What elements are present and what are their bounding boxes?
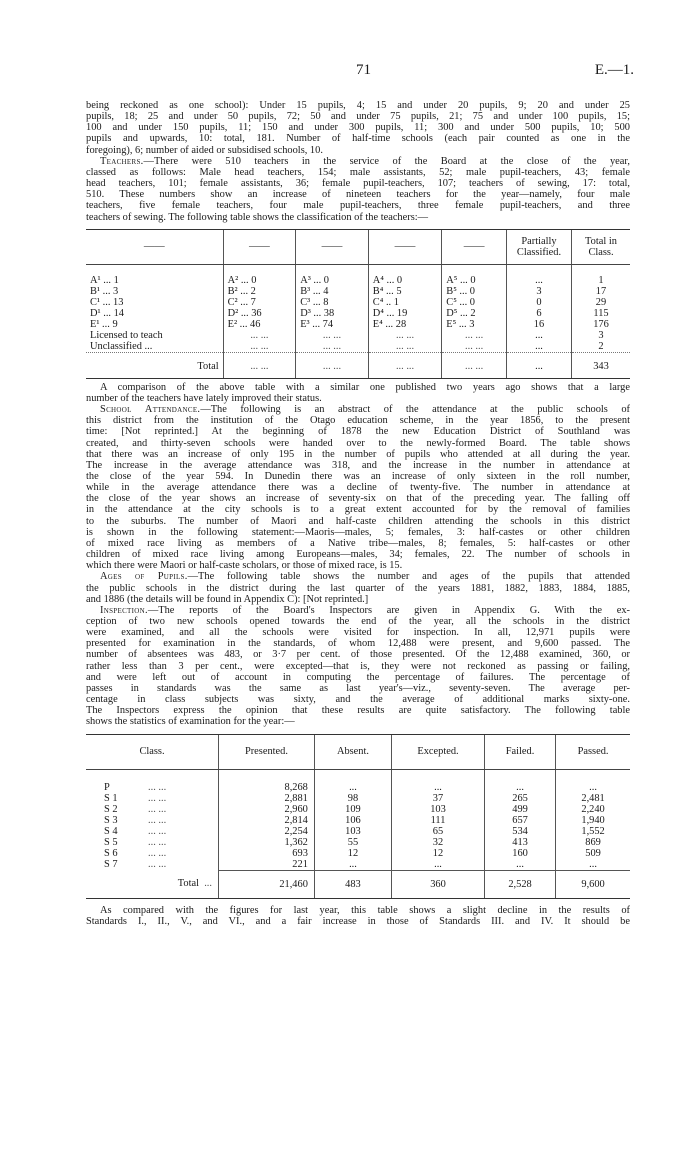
ellipsis: ... ...	[442, 352, 507, 378]
paragraph-ages-of-pupils	[86, 571, 630, 604]
table-cell: D¹ ... 14	[90, 307, 124, 319]
table-row-licensed	[86, 330, 630, 341]
table-row	[86, 837, 630, 848]
table-cell: A² ... 0	[223, 275, 296, 286]
table-cell: ...	[507, 352, 572, 378]
section-heading-school-attendance: School Attendance.	[100, 404, 201, 416]
table-cell: E³ ... 74	[296, 319, 369, 330]
table-cell: 3	[507, 286, 572, 297]
class-label: S 4	[104, 825, 118, 837]
column-header-passed: Passed.	[556, 735, 630, 770]
text-line: pupils and upwards, 10: total, 181. Number of half-time schools (each pair counted as one in the	[86, 133, 630, 145]
ellipsis: ... ...	[223, 352, 296, 378]
text-run: —The following table shows the number and ages of the pupils that attended	[187, 571, 630, 583]
text-line: teachers, five female teachers, four male pupil-teachers, three female pupil-teachers, and three	[86, 200, 630, 212]
text-line: rather less than 3 per cent., were excepted—that is, they were not reckoned as passing or failing,	[86, 660, 630, 672]
table-cell: 1,552	[556, 826, 630, 837]
table-cell: ...	[507, 330, 572, 341]
table-cell: A⁴ ... 0	[368, 275, 441, 286]
column-header-absent: Absent.	[314, 735, 391, 770]
table-cell: 111	[392, 815, 485, 826]
table-cell: 176	[572, 319, 631, 330]
table-row	[86, 815, 630, 826]
table-cell: 106	[314, 815, 391, 826]
table-cell: 115	[572, 308, 631, 319]
text-line: the close of the year 594. In Dunedin there was an increase of only sixteen in the roll number,	[86, 470, 630, 482]
text-line: the public schools in the district during the last quarter of the years 1881, 1882, 1883, 1884, 1885,	[86, 582, 630, 594]
table-cell: ...	[484, 782, 555, 793]
table-row	[86, 275, 630, 286]
table-cell: E⁴ ... 28	[368, 319, 441, 330]
ellipsis: ... ...	[223, 341, 296, 353]
paragraph-schools	[86, 100, 630, 156]
table-row	[86, 319, 630, 330]
table-cell: E¹ ... 9	[90, 318, 118, 330]
total-label-cell	[86, 870, 219, 898]
table-cell: ...	[392, 859, 485, 871]
ellipsis: ... ...	[223, 330, 296, 341]
table-cell: 37	[392, 793, 485, 804]
total-passed: 9,600	[556, 870, 630, 898]
text-line	[86, 605, 630, 616]
table-cell: 221	[219, 859, 315, 871]
total-failed: 2,528	[484, 870, 555, 898]
text-line: the close of the year shows an increase of seventy-six on that of the preceding year. The falling off	[86, 493, 630, 505]
table-cell: 413	[484, 837, 555, 848]
class-label: S 3	[104, 814, 118, 826]
table-cell: C⁵ ... 0	[442, 297, 507, 308]
table-cell: 103	[314, 826, 391, 837]
text-line: that there was an increase of only 195 in the number of pupils who attended at all during the year.	[86, 448, 630, 460]
table-cell: E⁵ ... 3	[442, 319, 507, 330]
table-cell: 12	[392, 848, 485, 859]
ellipsis: ... ...	[368, 330, 441, 341]
table-cell: E² ... 46	[223, 319, 296, 330]
table-row	[86, 286, 630, 297]
table-row	[86, 308, 630, 319]
table-row	[86, 804, 630, 815]
table-cell: 98	[314, 793, 391, 804]
text-line: shows the statistics of examination for the year:—	[86, 716, 295, 728]
ellipsis: ... ...	[148, 792, 167, 804]
table-cell: A³ ... 0	[296, 275, 369, 286]
table-cell: 1	[572, 275, 631, 286]
row-class	[86, 793, 219, 804]
table-cell: ...	[556, 782, 630, 793]
table-cell: 109	[314, 804, 391, 815]
text-line: number of the teachers have lately improved their status.	[86, 392, 322, 404]
text-line: Standards I., II., V., and VI., and a fair increase in those of Standards III. and IV. It should be	[86, 915, 630, 927]
table-row	[86, 859, 630, 871]
text-line: foregoing), 6; number of aided or subsidised schools, 10.	[86, 144, 323, 156]
column-header-partially-classified: Partially Classified.	[507, 230, 572, 265]
column-header: ——	[223, 230, 296, 265]
table-cell: 12	[314, 848, 391, 859]
table-cell: 3	[572, 330, 631, 341]
text-line: were examined, and all the schools were visited for inspection. In all, 12,971 pupils were	[86, 627, 630, 639]
table-cell: D⁵ ... 2	[442, 308, 507, 319]
table-cell: 32	[392, 837, 485, 848]
table-cell: 6	[507, 308, 572, 319]
paragraph-comparison	[86, 382, 630, 404]
table-cell: ...	[507, 341, 572, 353]
table-total-row	[86, 870, 630, 898]
column-header-failed: Failed.	[484, 735, 555, 770]
table-cell: 160	[484, 848, 555, 859]
table-cell: ...	[484, 859, 555, 871]
table-cell: A¹ ... 1	[90, 274, 119, 286]
row-class	[86, 848, 219, 859]
text-line: number of absentees was 483, or 3·7 per cent. of those presented. Of the 12,488 examined, 360, or	[86, 649, 630, 661]
text-line: 100 and under 150 pupils, 11; 150 and under 300 pupils, 11; 300 and under 500 pupils, 10; 500	[86, 122, 630, 134]
text-line: The increase in the average attendance was 318, and the increase in the number in attendance at	[86, 459, 630, 471]
table-cell: 55	[314, 837, 391, 848]
text-line: created, and thirty-seven schools were handed over to the newly-formed Board. The table shows	[86, 437, 630, 449]
column-header: ——	[86, 230, 223, 265]
table-row	[86, 297, 630, 308]
table-cell: C¹ ... 13	[90, 296, 124, 308]
table-cell: 16	[507, 319, 572, 330]
table-cell: 2,240	[556, 804, 630, 815]
paragraph-comparison-last-year	[86, 905, 630, 927]
table-row	[86, 826, 630, 837]
table-cell: ...	[314, 782, 391, 793]
class-label: S 7	[104, 858, 118, 870]
table-cell: ...	[392, 782, 485, 793]
document-page	[86, 0, 634, 927]
text-line: of mixed race living as members of a Native tribe—males, 8; females, 5: half-castes or other	[86, 537, 630, 549]
table-cell: 509	[556, 848, 630, 859]
table-cell: 2,814	[219, 815, 315, 826]
table-header-row	[86, 735, 630, 770]
ellipsis: ... ...	[296, 341, 369, 353]
text-line	[86, 404, 630, 415]
table-cell: C² ... 7	[223, 297, 296, 308]
class-label: S 1	[104, 792, 118, 804]
table-cell: D² ... 36	[223, 308, 296, 319]
page-number: 71	[356, 62, 371, 78]
table-cell: ...	[314, 859, 391, 871]
section-heading-teachers: Teachers.	[100, 155, 144, 167]
text-line: this district from the institution of the Otago education scheme, in the year 1856, to the present	[86, 415, 630, 427]
table-cell: 8,268	[219, 782, 315, 793]
table-cell: 65	[392, 826, 485, 837]
class-label: P	[104, 781, 110, 793]
total-absent: 483	[314, 870, 391, 898]
teachers-classification-table	[86, 230, 630, 378]
table-row	[86, 848, 630, 859]
ellipsis: ... ...	[442, 341, 507, 353]
table-cell: 869	[556, 837, 630, 848]
column-header-presented: Presented.	[219, 735, 315, 770]
class-label: S 5	[104, 836, 118, 848]
class-label: S 6	[104, 847, 118, 859]
table-cell: 2	[572, 341, 631, 353]
paragraph-school-attendance	[86, 404, 630, 571]
table-cell: B⁵ ... 0	[442, 286, 507, 297]
ellipsis: ... ...	[442, 330, 507, 341]
table-cell: 2,254	[219, 826, 315, 837]
table-cell: C³ ... 8	[296, 297, 369, 308]
column-header-total-in-class: Total in Class.	[572, 230, 631, 265]
table-cell: 1,940	[556, 815, 630, 826]
text-run: —There were 510 teachers in the service of the Board at the close of the year,	[143, 155, 630, 167]
table-cell: 265	[484, 793, 555, 804]
text-line: As compared with the figures for last year, this table shows a slight decline in the results of	[100, 904, 630, 916]
ellipsis: ... ...	[148, 803, 167, 815]
text-line: being reckoned as one school): Under 15 pupils, 4; 15 and under 20 pupils, 9; 20 and under 25	[86, 100, 630, 111]
ellipsis: ... ...	[148, 836, 167, 848]
text-line: head teachers, 101; female assistants, 36; female pupil-teachers, 107; teachers of sewing, 17: total,	[86, 178, 630, 190]
row-class	[86, 815, 219, 826]
column-header-excepted: Excepted.	[392, 735, 485, 770]
row-label: Unclassified ...	[90, 340, 153, 352]
ellipsis: ... ...	[148, 781, 167, 793]
text-line: A comparison of the above table with a similar one published two years ago shows that a large	[100, 381, 630, 393]
table-cell: ...	[507, 275, 572, 286]
table-row	[86, 793, 630, 804]
table-cell: ...	[556, 859, 630, 871]
table-cell: 2,881	[219, 793, 315, 804]
section-heading-ages-of-pupils: Ages of Pupils.	[100, 571, 188, 583]
text-line: and 1886 (the details will be found in Appendix C): [Not reprinted.]	[86, 593, 369, 605]
table-cell: 534	[484, 826, 555, 837]
table-bottom-rule	[86, 378, 630, 379]
paragraph-inspection	[86, 605, 630, 728]
text-line: teachers of sewing. The following table shows the classification of the teachers:—	[86, 211, 429, 223]
total-label: Total	[177, 878, 199, 890]
document-reference: E.—1.	[594, 62, 634, 78]
row-label: Licensed to teach	[90, 329, 163, 341]
text-line: The Inspectors express the opinion that these results are quite satisfactory. The following table	[86, 705, 630, 717]
text-line: in the attendance at the city schools is to a great extent accounted for by the removal of families	[86, 504, 630, 516]
row-class	[86, 826, 219, 837]
text-line: centage in class subjects was sixty, and the average of additional marks sixty-one.	[86, 694, 630, 706]
table-cell: B⁴ ... 5	[368, 286, 441, 297]
ellipsis: ... ...	[148, 847, 167, 859]
ellipsis: ... ...	[148, 825, 167, 837]
table-cell: D⁴ ... 19	[368, 308, 441, 319]
text-line: and were left out of account in computing the percentage of failures. The percentage of	[86, 671, 630, 683]
table-cell: 29	[572, 297, 631, 308]
text-run: —The following is an abstract of the attendance at the public schools of	[200, 404, 630, 416]
text-line: passes in standards was the same as last year's—viz., seventy-seven. The average per-	[86, 682, 630, 694]
text-line: presented for examination in the standards, of whom 12,488 were present, and 9,600 passed. The	[86, 638, 630, 650]
table-cell: 2,481	[556, 793, 630, 804]
table-cell: B² ... 2	[223, 286, 296, 297]
page-header	[86, 0, 634, 100]
row-class	[86, 859, 219, 871]
text-line: children of mixed race living among Europeans—males, 34; females, 22. The number of schools in	[86, 549, 630, 561]
row-class	[86, 804, 219, 815]
table-header-row	[86, 230, 630, 265]
paragraph-teachers	[86, 156, 630, 223]
table-cell: A⁵ ... 0	[442, 275, 507, 286]
table-cell: B³ ... 4	[296, 286, 369, 297]
section-heading-inspection: Inspection.	[100, 604, 148, 616]
table-bottom-rule	[86, 898, 630, 899]
column-header: ——	[442, 230, 507, 265]
table-row	[86, 782, 630, 793]
text-line: which there were Maori or half-caste scholars, or those of mixed race, is 15.	[86, 560, 403, 572]
ellipsis: ... ...	[296, 330, 369, 341]
ellipsis: ... ...	[148, 814, 167, 826]
text-line	[86, 571, 630, 582]
column-header-class: Class.	[86, 735, 219, 770]
examination-statistics-table	[86, 735, 630, 898]
text-line: time: [Not reprinted.] At the beginning of 1878 the new Education District of Southland was	[86, 426, 630, 438]
text-line: 510. These numbers show an increase of nineteen teachers for the year—namely, four male	[86, 189, 630, 201]
class-label: S 2	[104, 803, 118, 815]
text-line	[86, 156, 630, 167]
ellipsis: ... ...	[296, 352, 369, 378]
total-presented: 21,460	[219, 870, 315, 898]
text-line: pupils, 18; 25 and under 50 pupils, 72; 50 and under 75 pupils, 21; 75 and under 100 pupils, 15;	[86, 111, 630, 123]
table-cell: 2,960	[219, 804, 315, 815]
table-row-unclassified	[86, 341, 630, 353]
text-line: classed as follows: Male head teachers, 154; male assistants, 52; male pupil-teachers, 43; female	[86, 166, 630, 178]
table-cell: 1,362	[219, 837, 315, 848]
table-cell: 657	[484, 815, 555, 826]
ellipsis: ... ...	[368, 352, 441, 378]
table-total-row	[86, 352, 630, 378]
ellipsis: ...	[204, 878, 212, 890]
ellipsis: ... ...	[148, 858, 167, 870]
text-line: is shown in the following statement:—Maoris—males, 5; females, 3: half-castes or other children	[86, 526, 630, 538]
text-line: ception of two new schools opened towards the end of the year, all the schools in the district	[86, 616, 630, 627]
column-header: ——	[296, 230, 369, 265]
table-cell: C⁴ .. 1	[368, 297, 441, 308]
text-run: —The reports of the Board's Inspectors are given in Appendix G. With the ex-	[147, 604, 630, 616]
table-cell: D³ ... 38	[296, 308, 369, 319]
total-value: 343	[572, 352, 631, 378]
row-class	[86, 782, 219, 793]
table-cell: 499	[484, 804, 555, 815]
row-class	[86, 837, 219, 848]
total-label: Total	[86, 352, 223, 378]
table-cell: B¹ ... 3	[90, 285, 119, 297]
text-line: while in the average attendance there was a decline of twenty-five. The number in attendance at	[86, 482, 630, 494]
text-line: to the suburbs. The number of Maori and half-caste children attending the schools in this district	[86, 515, 630, 527]
table-cell: 693	[219, 848, 315, 859]
ellipsis: ... ...	[368, 341, 441, 353]
table-cell: 17	[572, 286, 631, 297]
table-cell: 0	[507, 297, 572, 308]
column-header: ——	[368, 230, 441, 265]
total-excepted: 360	[392, 870, 485, 898]
table-cell: 103	[392, 804, 485, 815]
